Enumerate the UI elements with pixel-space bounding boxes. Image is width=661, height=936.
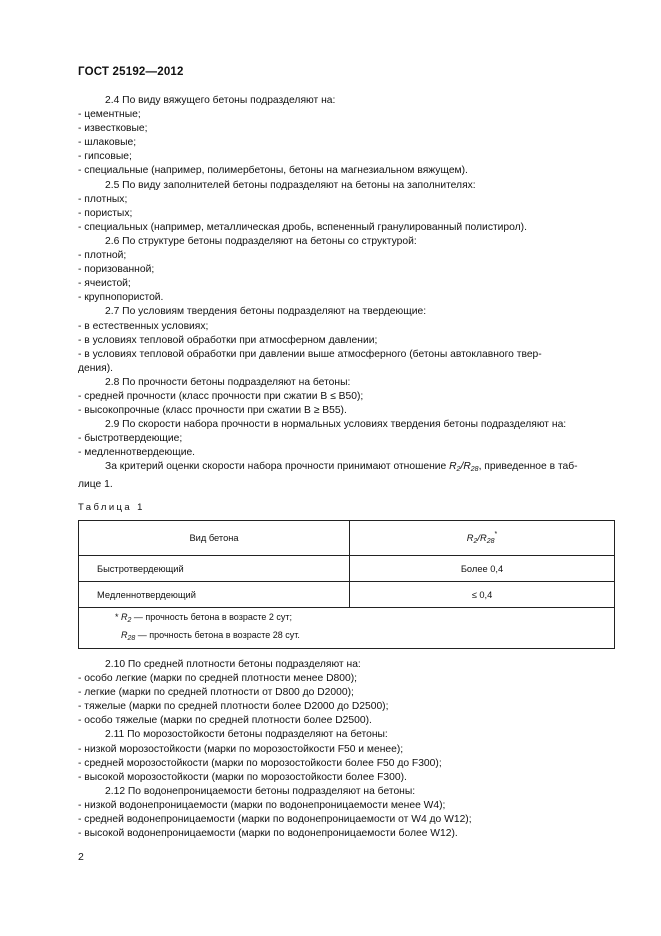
section2-line: - тяжелые (марки по средней плотности более D2000 до D2500);: [78, 701, 389, 713]
criterion-r2: $R_2/R_{28}$: [449, 461, 479, 474]
criterion-line1-start: За критерий оценки скорости набора прочности принимают отношение: [105, 461, 450, 473]
section1-line: 2.7 По условиям твердения бетоны подразделяют на твердеющие:: [105, 306, 427, 318]
section1-line: - средней прочности (класс прочности при сжатии В ≤ В50);: [78, 390, 364, 402]
section1-line: - плотных;: [78, 193, 128, 205]
section-2-4-to-2-9: [78, 94, 615, 492]
section1-line: - шлаковые;: [78, 137, 137, 149]
section2-line: - высокой морозостойкости (марки по морозостойкости более F300).: [78, 771, 407, 783]
section1-line: - цементные;: [78, 109, 141, 121]
section1-line: - медленнотвердеющие.: [78, 447, 196, 459]
section2-line: 2.11 По морозостойкости бетоны подразделяют на бетоны:: [105, 729, 388, 741]
note-r28: $R_{28}$ — прочность бетона в возрасте 28 сут.: [121, 630, 300, 642]
section2-line: - низкой водонепроницаемости (марки по водонепроницаемости менее W4);: [78, 799, 446, 811]
section1-line: - в условиях тепловой обработки при давлении выше атмосферного (бетоны автоклавного твер-: [78, 348, 542, 360]
section1-line: 2.5 По виду заполнителей бетоны подразделяют на бетоны на заполнителях:: [105, 179, 476, 191]
section2-line: 2.10 По средней плотности бетоны подразделяют на:: [105, 659, 361, 670]
section1-line: - плотной;: [78, 250, 127, 262]
section1-line: - в естественных условиях;: [78, 320, 209, 332]
table-caption: Таблица 1: [78, 502, 145, 513]
section1-line: - поризованной;: [78, 264, 155, 276]
section2-line: - средней водонепроницаемости (марки по водонепроницаемости от W4 до W12);: [78, 814, 472, 826]
col-header-ratio: $R_2/R_{28}^*$: [350, 521, 615, 556]
criterion-line1-end: , приведенное в таб-: [478, 461, 578, 473]
table-row: [79, 582, 615, 608]
section1-line: - ячеистой;: [78, 278, 131, 290]
section2-line: - легкие (марки по средней плотности от D800 до D2000);: [78, 687, 354, 699]
table-1: [78, 520, 615, 649]
table-notes: [79, 608, 615, 649]
section2-line: 2.12 По водонепроницаемости бетоны подразделяют на бетоны:: [105, 785, 416, 797]
section2-line: - высокой водонепроницаемости (марки по водонепроницаемости более W12).: [78, 828, 458, 840]
section2-lines: [78, 658, 615, 841]
section1-line: 2.4 По виду вяжущего бетоны подразделяют на:: [105, 95, 336, 106]
table-header-row: [79, 521, 615, 556]
cell-value: Более 0,4: [350, 556, 615, 582]
section2-line: - особо легкие (марки по средней плотности менее D800);: [78, 673, 357, 685]
section1-line: 2.6 По структуре бетоны подразделяют на бетоны со структурой:: [105, 235, 417, 247]
section1-line: - быстротвердеющие;: [78, 433, 183, 445]
section1-line: - в условиях тепловой обработки при атмосферном давлении;: [78, 334, 378, 346]
section2-line: - особо тяжелые (марки по средней плотности более D2500).: [78, 715, 372, 727]
section1-line: 2.9 По скорости набора прочности в нормальных условиях твердения бетоны подразделяют на:: [105, 419, 567, 431]
cell-value: ≤ 0,4: [350, 582, 615, 608]
section1-line: - гипсовые;: [78, 151, 132, 163]
section1-line: - пористых;: [78, 207, 133, 219]
section1-line: 2.8 По прочности бетоны подразделяют на бетоны:: [105, 376, 351, 388]
note-r2: * $R_2$ — прочность бетона в возрасте 2 сут;: [115, 612, 293, 624]
page-number: 2: [78, 851, 84, 863]
col-header-concrete-type: Вид бетона: [79, 521, 350, 556]
section1-line: - крупнопористой.: [78, 292, 164, 304]
section1-lines: [78, 94, 615, 460]
table-row: [79, 556, 615, 582]
section1-line: - известковые;: [78, 123, 148, 135]
criterion-line1: [105, 460, 615, 477]
section1-line: - специальные (например, полимербетоны, бетоны на магнезиальном вяжущем).: [78, 165, 468, 177]
section1-line: дения).: [78, 362, 114, 374]
section2-line: - низкой морозостойкости (марки по морозостойкости F50 и менее);: [78, 743, 404, 755]
criterion-line2: лице 1.: [78, 478, 113, 490]
document-header: ГОСТ 25192—2012: [78, 66, 184, 78]
cell-type: Быстротвердеющий: [79, 556, 350, 582]
section2-line: - средней морозостойкости (марки по морозостойкости более F50 до F300);: [78, 757, 442, 769]
section1-line: - специальных (например, металлическая дробь, вспененный гранулированный полистирол).: [78, 221, 527, 233]
table-notes-row: [79, 608, 615, 649]
section-2-10-to-2-12: [78, 658, 615, 841]
cell-type: Медленнотвердеющий: [79, 582, 350, 608]
section1-line: - высокопрочные (класс прочности при сжатии В ≥ В55).: [78, 405, 347, 417]
